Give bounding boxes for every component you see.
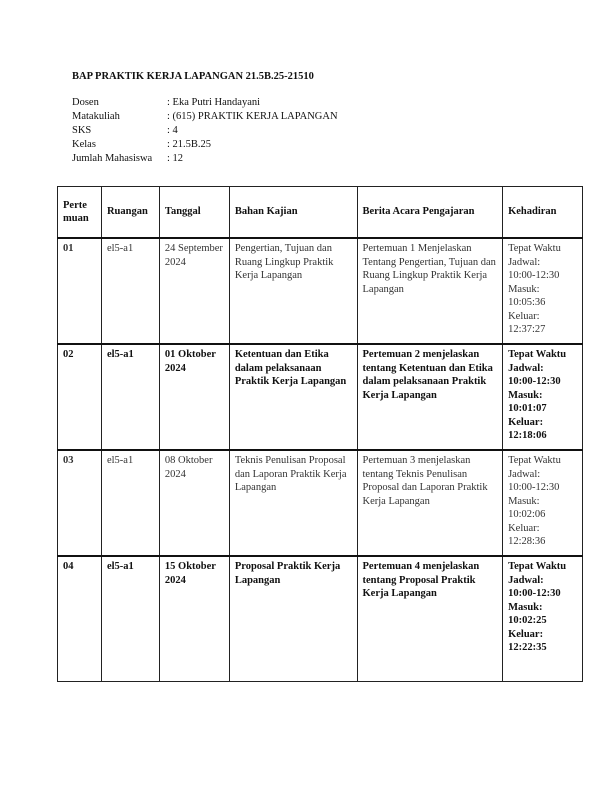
kehadiran-status: Tepat Waktu [508,455,561,466]
kehadiran-jadwal: 10:00-12:30 [508,588,561,599]
table-row [58,238,583,344]
info-value: : Eka Putri Handayani [167,97,261,108]
header-ruangan: Ruangan [101,187,159,239]
info-value: : 21.5B.25 [167,139,212,150]
header-bahan-kajian: Bahan Kajian [229,187,357,239]
cell-tanggal: 15 Oktober 2024 [159,556,229,682]
kehadiran-jadwal-label: Jadwal: [508,256,541,268]
cell-bahan-kajian: Proposal Praktik Kerja Lapangan [229,556,357,682]
info-value: : 4 [167,125,178,136]
cell-pertemuan: 02 [58,344,102,450]
info-label: Kelas [72,139,96,150]
info-label: Dosen [72,97,99,108]
table-row [58,344,583,450]
kehadiran-status: Tepat Waktu [508,243,561,254]
kehadiran-jadwal: 10:00-12:30 [508,270,560,281]
table-row [58,556,583,682]
kehadiran-jadwal-label: Jadwal: [508,468,541,480]
cell-kehadiran [503,556,583,682]
cell-ruangan: el5-a1 [101,344,159,450]
cell-berita-acara: Pertemuan 1 Menjelaskan Tentang Pengertian, Tujuan dan Ruang Lingkup Praktik Kerja Lapangan [357,238,503,344]
kehadiran-masuk: 10:02:25 [508,615,547,626]
kehadiran-status: Tepat Waktu [508,561,567,572]
header-berita-acara: Berita Acara Pengajaran [357,187,503,239]
cell-berita-acara: Pertemuan 4 menjelaskan tentang Proposal Praktik Kerja Lapangan [357,556,503,682]
header-pertemuan: Perte muan [58,187,102,239]
kehadiran-keluar-label: Keluar: [508,522,540,534]
cell-ruangan: el5-a1 [101,238,159,344]
cell-tanggal: 08 Oktober 2024 [159,450,229,556]
kehadiran-keluar: 12:18:06 [508,430,547,441]
kehadiran-masuk-label: Masuk: [508,495,540,507]
kehadiran-masuk: 10:01:07 [508,403,547,414]
kehadiran-keluar: 12:37:27 [508,324,546,335]
kehadiran-masuk-label: Masuk: [508,389,543,401]
cell-kehadiran [503,344,583,450]
header-kehadiran: Kehadiran [503,187,583,239]
info-label: Matakuliah [72,111,120,122]
cell-ruangan: el5-a1 [101,556,159,682]
info-row-kelas [72,138,338,152]
kehadiran-jadwal: 10:00-12:30 [508,482,560,493]
cell-kehadiran [503,238,583,344]
kehadiran-jadwal-label: Jadwal: [508,574,544,586]
cell-berita-acara: Pertemuan 3 menjelaskan tentang Teknis Penulisan Proposal dan Laporan Praktik Kerja Lapangan [357,450,503,556]
kehadiran-keluar: 12:22:35 [508,642,547,653]
table-row [58,450,583,556]
cell-bahan-kajian: Teknis Penulisan Proposal dan Laporan Praktik Kerja Lapangan [229,450,357,556]
kehadiran-keluar-label: Keluar: [508,310,540,322]
info-label: SKS [72,125,92,136]
kehadiran-masuk-label: Masuk: [508,283,540,295]
kehadiran-jadwal: 10:00-12:30 [508,376,561,387]
cell-kehadiran [503,450,583,556]
kehadiran-status: Tepat Waktu [508,349,567,360]
info-row-matakuliah [72,110,338,124]
info-row-dosen [72,96,338,110]
info-row-jumlah-mahasiswa [72,152,338,166]
kehadiran-masuk-label: Masuk: [508,601,543,613]
info-row-sks [72,124,338,138]
kehadiran-keluar: 12:28:36 [508,536,546,547]
cell-tanggal: 01 Oktober 2024 [159,344,229,450]
header-tanggal: Tanggal [159,187,229,239]
kehadiran-masuk: 10:05:36 [508,297,546,308]
kehadiran-masuk: 10:02:06 [508,509,546,520]
cell-tanggal: 24 September 2024 [159,238,229,344]
kehadiran-keluar-label: Keluar: [508,628,544,640]
course-info [72,96,338,166]
cell-pertemuan: 01 [58,238,102,344]
attendance-table [57,186,583,682]
cell-bahan-kajian: Ketentuan dan Etika dalam pelaksanaan Praktik Kerja Lapangan [229,344,357,450]
cell-bahan-kajian: Pengertian, Tujuan dan Ruang Lingkup Praktik Kerja Lapangan [229,238,357,344]
cell-pertemuan: 04 [58,556,102,682]
cell-berita-acara: Pertemuan 2 menjelaskan tentang Ketentuan dan Etika dalam pelaksanaan Praktik Kerja Lapangan [357,344,503,450]
cell-pertemuan: 03 [58,450,102,556]
kehadiran-jadwal-label: Jadwal: [508,362,544,374]
kehadiran-keluar-label: Keluar: [508,416,544,428]
document-title: BAP PRAKTIK KERJA LAPANGAN 21.5B.25-21510 [72,71,314,82]
info-value: : (615) PRAKTIK KERJA LAPANGAN [167,111,338,122]
info-value: : 12 [167,153,184,164]
cell-ruangan: el5-a1 [101,450,159,556]
info-label: Jumlah Mahasiswa [72,153,153,164]
table-header-row [58,187,583,239]
